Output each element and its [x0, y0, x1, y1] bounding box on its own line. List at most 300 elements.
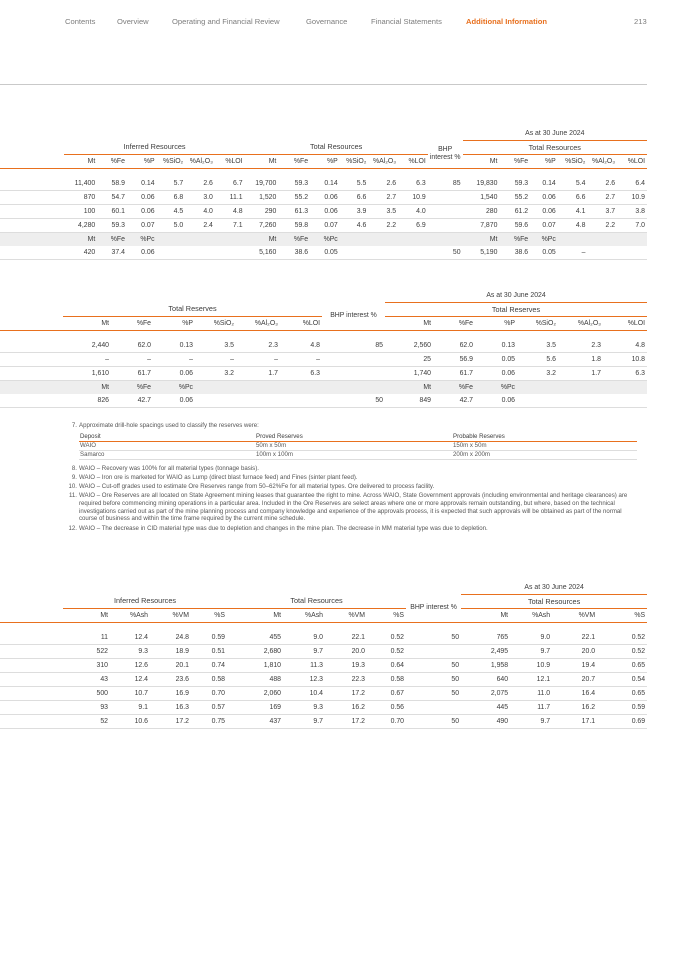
- table-cell: 50: [406, 672, 461, 686]
- table-cell: 0.05: [310, 246, 340, 260]
- bhp-interest-header: BHP interest %: [406, 594, 461, 622]
- table-cell: 310: [63, 658, 110, 672]
- table-cell: [558, 380, 603, 394]
- table-cell: 18.9: [150, 644, 191, 658]
- table-cell: [603, 394, 647, 408]
- table-cell: 5.6: [517, 352, 558, 366]
- table-cell: 12.4: [110, 672, 150, 686]
- table-cell: 0.06: [530, 190, 558, 204]
- table-cell: %Fe: [111, 380, 153, 394]
- table-cell: 9.7: [283, 714, 325, 728]
- table-cell: 60.1: [97, 204, 127, 218]
- table-cell: 42.7: [433, 394, 475, 408]
- table-cell: 50: [406, 714, 461, 728]
- table-cell: 12.4: [110, 631, 150, 645]
- as-at-label: As at 30 June 2024: [385, 289, 647, 302]
- table-cell: 9.7: [510, 644, 552, 658]
- header-divider: [0, 84, 647, 85]
- table-cell: 500: [63, 686, 110, 700]
- table-cell: 0.06: [310, 204, 340, 218]
- table-cell: 2,060: [227, 686, 283, 700]
- table-cell: –: [111, 352, 153, 366]
- table-cell: 1,810: [227, 658, 283, 672]
- table-cell: 0.05: [475, 352, 517, 366]
- table-cell: 16.3: [150, 700, 191, 714]
- table-cell: 24.8: [150, 631, 191, 645]
- table-row: [0, 714, 647, 728]
- nav-overview[interactable]: Overview: [117, 17, 149, 26]
- column-headers: [0, 154, 647, 168]
- table-cell: 4.8: [558, 218, 588, 232]
- table-cell: 870: [64, 190, 97, 204]
- table-cell: 0.07: [530, 218, 558, 232]
- nav-operating-financial-review[interactable]: Operating and Financial Review: [172, 17, 280, 26]
- table-cell: 3.5: [517, 339, 558, 353]
- table-cell: 7,870: [463, 218, 500, 232]
- table-cell: 20.0: [552, 644, 597, 658]
- table-cell: 38.6: [499, 246, 530, 260]
- table-cell: 93: [63, 700, 110, 714]
- table-cell: [322, 366, 385, 380]
- table-cell: [368, 246, 398, 260]
- table-cell: –: [558, 246, 588, 260]
- table-cell: 4,280: [64, 218, 97, 232]
- table-cell: 54.7: [97, 190, 127, 204]
- table-row: [0, 700, 647, 714]
- column-header: Mt: [64, 154, 97, 168]
- table-cell: 59.3: [278, 177, 310, 191]
- table-cell: 9.7: [510, 714, 552, 728]
- table-cell: 1,540: [463, 190, 500, 204]
- table-cell: [157, 246, 186, 260]
- table-cell: 0.51: [191, 644, 227, 658]
- column-header: %P: [310, 154, 340, 168]
- table-cell: 2.7: [587, 190, 617, 204]
- table-cell: 3.5: [195, 339, 236, 353]
- table-cell: 59.3: [499, 177, 530, 191]
- table-cell: 6.3: [603, 366, 647, 380]
- table-cell: Mt: [63, 380, 111, 394]
- table-cell: 0.06: [127, 190, 157, 204]
- table-cell: 59.8: [278, 218, 310, 232]
- column-header: %Ash: [110, 608, 150, 622]
- nav-financial-statements[interactable]: Financial Statements: [371, 17, 442, 26]
- table-cell: 55.2: [278, 190, 310, 204]
- column-header: %Fe: [111, 316, 153, 330]
- table-cell: 17.1: [552, 714, 597, 728]
- column-header: Mt: [63, 316, 111, 330]
- table-cell: 11,400: [64, 177, 97, 191]
- table-cell: 19.4: [552, 658, 597, 672]
- table-cell: 10.6: [110, 714, 150, 728]
- spacing-row: Samarco 100m x 100m 200m x 200m: [79, 450, 637, 459]
- footnotes: [66, 422, 638, 534]
- table-row: [0, 339, 647, 353]
- table-row: [0, 366, 647, 380]
- table-cell: 50: [406, 686, 461, 700]
- table-cell: 10.9: [398, 190, 428, 204]
- table-cell: 100: [64, 204, 97, 218]
- table-cell: [406, 644, 461, 658]
- table-cell: 10.4: [283, 686, 325, 700]
- table-cell: [185, 232, 215, 246]
- table-cell: 2.6: [185, 177, 215, 191]
- table-row: [0, 644, 647, 658]
- table-row: [0, 631, 647, 645]
- table-cell: 59.6: [499, 218, 530, 232]
- table-cell: [558, 232, 588, 246]
- nav-additional-information[interactable]: Additional Information: [466, 17, 547, 26]
- table-cell: 0.13: [475, 339, 517, 353]
- table-cell: 2,075: [461, 686, 510, 700]
- table-cell: 10.7: [110, 686, 150, 700]
- table-cell: [280, 394, 322, 408]
- bhp-interest-header: BHP interest %: [322, 302, 385, 330]
- iron-ore-resources-table: [0, 127, 647, 260]
- table-cell: 50: [428, 246, 463, 260]
- column-header: Mt: [463, 154, 500, 168]
- table-cell: 25: [385, 352, 433, 366]
- column-header: Mt: [385, 316, 433, 330]
- table-cell: 2.2: [368, 218, 398, 232]
- column-header: %LOI: [398, 154, 428, 168]
- table-cell: 12.1: [510, 672, 552, 686]
- table-row: [0, 394, 647, 408]
- column-header: %S: [191, 608, 227, 622]
- table-cell: 23.6: [150, 672, 191, 686]
- column-header: %Fe: [278, 154, 310, 168]
- table-cell: 61.2: [499, 204, 530, 218]
- column-header: %LOI: [215, 154, 245, 168]
- table-cell: 0.65: [597, 686, 647, 700]
- table-cell: 11.7: [510, 700, 552, 714]
- table-cell: [368, 232, 398, 246]
- table-row: [0, 246, 647, 260]
- column-headers: [0, 608, 647, 622]
- table-cell: 640: [461, 672, 510, 686]
- column-header: %P: [530, 154, 558, 168]
- table-row: [0, 658, 647, 672]
- column-header: %Fe: [97, 154, 127, 168]
- table-cell: 0.52: [597, 631, 647, 645]
- table-cell: 16.2: [552, 700, 597, 714]
- table-cell: 56.9: [433, 352, 475, 366]
- table-cell: 55.2: [499, 190, 530, 204]
- table-cell: 85: [322, 339, 385, 353]
- table-row: [0, 218, 647, 232]
- table-cell: 9.0: [510, 631, 552, 645]
- table-cell: 9.3: [110, 644, 150, 658]
- group-total-reserves: Total Reserves: [63, 302, 322, 316]
- drill-spacing-table: [79, 433, 637, 460]
- table-cell: 0.54: [597, 672, 647, 686]
- group-total-reserves-2023: Total Reserves: [385, 302, 647, 316]
- table-cell: 849: [385, 394, 433, 408]
- table-cell: 0.06: [310, 190, 340, 204]
- table-cell: 1,610: [63, 366, 111, 380]
- table-cell: 0.69: [597, 714, 647, 728]
- table-cell: 0.06: [153, 366, 195, 380]
- table-cell: 12.6: [110, 658, 150, 672]
- table-cell: 43: [63, 672, 110, 686]
- table-cell: 0.05: [530, 246, 558, 260]
- table-cell: 3.2: [195, 366, 236, 380]
- table-body: [0, 330, 647, 407]
- table-cell: 12.3: [283, 672, 325, 686]
- column-header: %Al₂O₃: [587, 154, 617, 168]
- table-cell: 0.06: [127, 204, 157, 218]
- table-cell: 19.3: [325, 658, 367, 672]
- column-header: Mt: [245, 154, 279, 168]
- table-cell: 4.0: [398, 204, 428, 218]
- column-header: %Al₂O₃: [236, 316, 280, 330]
- table-cell: 10.8: [603, 352, 647, 366]
- table-cell: 6.3: [398, 177, 428, 191]
- table-cell: 5,190: [463, 246, 500, 260]
- table-cell: 16.2: [325, 700, 367, 714]
- table-cell: 59.3: [97, 218, 127, 232]
- table-cell: [322, 352, 385, 366]
- table-cell: 11.1: [215, 190, 245, 204]
- table-cell: 62.0: [433, 339, 475, 353]
- table-cell: 0.07: [127, 218, 157, 232]
- iron-ore-reserves-table: [0, 289, 647, 408]
- table-cell: [617, 246, 647, 260]
- table-cell: 3.8: [617, 204, 647, 218]
- table-cell: 2,680: [227, 644, 283, 658]
- group-inferred-resources: Inferred Resources: [64, 140, 244, 154]
- table-cell: 3.5: [368, 204, 398, 218]
- table-cell: 3.7: [587, 204, 617, 218]
- table-cell: 3.0: [185, 190, 215, 204]
- table-cell: 6.8: [157, 190, 186, 204]
- table-cell: 17.2: [150, 714, 191, 728]
- column-header: %Al₂O₃: [185, 154, 215, 168]
- table-cell: 10.9: [510, 658, 552, 672]
- table-cell: 52: [63, 714, 110, 728]
- table-cell: 0.70: [191, 686, 227, 700]
- table-cell: 0.57: [191, 700, 227, 714]
- column-header: %P: [127, 154, 157, 168]
- table-cell: 0.14: [127, 177, 157, 191]
- table-cell: –: [280, 352, 322, 366]
- table-cell: 22.1: [325, 631, 367, 645]
- table-row: [0, 190, 647, 204]
- table-cell: %Fe: [97, 232, 127, 246]
- table-cell: 61.7: [111, 366, 153, 380]
- table-cell: 0.56: [367, 700, 406, 714]
- column-header: %LOI: [280, 316, 322, 330]
- table-cell: 4.5: [157, 204, 186, 218]
- table-cell: 437: [227, 714, 283, 728]
- column-header: %VM: [552, 608, 597, 622]
- table-cell: 2.3: [558, 339, 603, 353]
- table-cell: 9.7: [283, 644, 325, 658]
- table-cell: 2,440: [63, 339, 111, 353]
- table-cell: [195, 380, 236, 394]
- table-cell: 10.9: [617, 190, 647, 204]
- table-cell: 3.9: [340, 204, 369, 218]
- table-cell: 0.75: [191, 714, 227, 728]
- table-cell: [428, 204, 463, 218]
- table-cell: 0.13: [153, 339, 195, 353]
- table-cell: 17.2: [325, 714, 367, 728]
- table-cell: 0.52: [367, 631, 406, 645]
- column-header: %SiO₂: [195, 316, 236, 330]
- table-cell: 6.4: [617, 177, 647, 191]
- table-cell: %Pc: [475, 380, 517, 394]
- spacing-row: WAIO 50m x 50m 150m x 50m: [79, 441, 637, 450]
- table-cell: 62.0: [111, 339, 153, 353]
- column-header: %Al₂O₃: [368, 154, 398, 168]
- column-header: %LOI: [603, 316, 647, 330]
- group-total-resources: Total Resources: [227, 594, 406, 608]
- table-cell: 765: [461, 631, 510, 645]
- table-cell: 20.1: [150, 658, 191, 672]
- table-cell: 1,958: [461, 658, 510, 672]
- table-cell: 2.3: [236, 339, 280, 353]
- table-cell: 9.1: [110, 700, 150, 714]
- nav-governance[interactable]: Governance: [306, 17, 348, 26]
- table-cell: 50: [406, 658, 461, 672]
- table-cell: 2.7: [368, 190, 398, 204]
- table-cell: 0.65: [597, 658, 647, 672]
- table-cell: 445: [461, 700, 510, 714]
- table-cell: [195, 394, 236, 408]
- table-cell: 0.74: [191, 658, 227, 672]
- table-cell: 1.7: [236, 366, 280, 380]
- table-cell: 0.59: [597, 700, 647, 714]
- column-header: Mt: [461, 608, 510, 622]
- table-cell: 50: [322, 394, 385, 408]
- table-cell: –: [63, 352, 111, 366]
- table-cell: 488: [227, 672, 283, 686]
- table-cell: [157, 232, 186, 246]
- table-cell: [406, 700, 461, 714]
- table-cell: [603, 380, 647, 394]
- table-cell: %Pc: [310, 232, 340, 246]
- table-cell: %Fe: [499, 232, 530, 246]
- spacing-header-proved: Proved Reserves: [255, 433, 452, 442]
- table-body: [0, 168, 647, 259]
- table-row: [0, 352, 647, 366]
- table-cell: [517, 394, 558, 408]
- column-header: %S: [597, 608, 647, 622]
- table-cell: [398, 232, 428, 246]
- table-cell: 38.6: [278, 246, 310, 260]
- table-cell: [398, 246, 428, 260]
- column-header: %Ash: [510, 608, 552, 622]
- table-cell: 37.4: [97, 246, 127, 260]
- footnote-8: 8. WAIO – Recovery was 100% for all material types (tonnage basis).: [71, 464, 259, 472]
- as-at-label: As at 30 June 2024: [461, 581, 647, 594]
- table-cell: 3.2: [517, 366, 558, 380]
- table-cell: 0.59: [191, 631, 227, 645]
- table-cell: 1.7: [558, 366, 603, 380]
- spacing-header-probable: Probable Reserves: [452, 433, 637, 442]
- table-cell: 5.4: [558, 177, 588, 191]
- table-cell: 0.06: [475, 394, 517, 408]
- group-total-resources-2023: Total Resources: [461, 594, 647, 608]
- table-cell: 4.0: [185, 204, 215, 218]
- spacing-header-deposit: Deposit: [79, 433, 255, 442]
- table-cell: 20.7: [552, 672, 597, 686]
- table-cell: 0.14: [310, 177, 340, 191]
- nav-contents[interactable]: Contents: [65, 17, 96, 26]
- table-cell: –: [195, 352, 236, 366]
- table-cell: 0.58: [367, 672, 406, 686]
- table-cell: [587, 246, 617, 260]
- table-cell: 19,830: [463, 177, 500, 191]
- table-cell: 19,700: [245, 177, 279, 191]
- table-cell: 290: [245, 204, 279, 218]
- table-cell: [517, 380, 558, 394]
- table-head: [0, 289, 647, 330]
- footnote-9: 9. WAIO – Iron ore is marketed for WAIO as Lump (direct blast furnace feed) and Fines (sinter plant feed).: [71, 473, 358, 481]
- table-cell: 0.64: [367, 658, 406, 672]
- group-total-resources-2023: Total Resources: [463, 140, 647, 154]
- table-cell: 4.8: [215, 204, 245, 218]
- table-cell: 2.6: [368, 177, 398, 191]
- table-cell: 7.1: [215, 218, 245, 232]
- column-header: Mt: [227, 608, 283, 622]
- table-cell: 16.9: [150, 686, 191, 700]
- table-cell: 20.0: [325, 644, 367, 658]
- table-cell: [558, 394, 603, 408]
- table-cell: 61.3: [278, 204, 310, 218]
- table-cell: [428, 218, 463, 232]
- table-cell: 6.6: [340, 190, 369, 204]
- table-cell: 9.0: [283, 631, 325, 645]
- table-cell: 1.8: [558, 352, 603, 366]
- table-cell: 4.8: [280, 339, 322, 353]
- table-cell: –: [236, 352, 280, 366]
- table-cell: 0.07: [310, 218, 340, 232]
- table-cell: 6.3: [280, 366, 322, 380]
- table-cell: 22.3: [325, 672, 367, 686]
- column-header: %SiO₂: [517, 316, 558, 330]
- table-body: [0, 622, 647, 728]
- table-cell: [280, 380, 322, 394]
- group-total-resources: Total Resources: [245, 140, 428, 154]
- table-cell: 522: [63, 644, 110, 658]
- table-cell: %Pc: [127, 232, 157, 246]
- table-cell: [185, 246, 215, 260]
- table-cell: 6.7: [215, 177, 245, 191]
- table-cell: 2,560: [385, 339, 433, 353]
- group-inferred-resources: Inferred Resources: [63, 594, 227, 608]
- table-cell: 420: [64, 246, 97, 260]
- table-cell: 17.2: [325, 686, 367, 700]
- table-cell: [340, 246, 369, 260]
- table-cell: 0.14: [530, 177, 558, 191]
- table-cell: %Fe: [433, 380, 475, 394]
- table-cell: 455: [227, 631, 283, 645]
- table-cell: 0.52: [367, 644, 406, 658]
- table-cell: 5.0: [157, 218, 186, 232]
- table-cell: [215, 232, 245, 246]
- column-header: %VM: [150, 608, 191, 622]
- table-cell: 0.67: [367, 686, 406, 700]
- table-cell: 2.6: [587, 177, 617, 191]
- table-cell: 85: [428, 177, 463, 191]
- table-cell: 5.7: [157, 177, 186, 191]
- sub-header-row: [0, 232, 647, 246]
- column-header: %P: [475, 316, 517, 330]
- table-cell: 6.6: [558, 190, 588, 204]
- table-cell: [428, 232, 463, 246]
- column-header: %Ash: [283, 608, 325, 622]
